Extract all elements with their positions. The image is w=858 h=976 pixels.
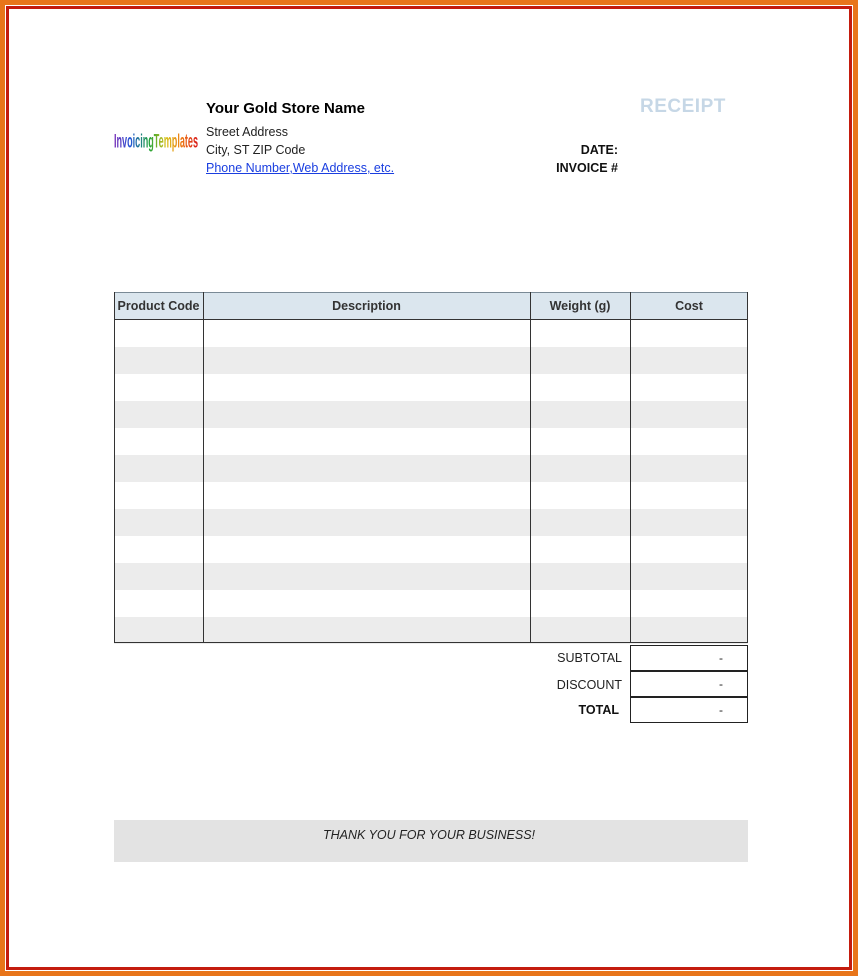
column-divider <box>114 292 115 643</box>
table-row[interactable] <box>114 374 748 401</box>
column-divider <box>530 292 531 643</box>
invoicing-templates-logo <box>113 122 201 154</box>
table-row[interactable] <box>114 428 748 455</box>
table-row[interactable] <box>114 563 748 590</box>
table-bottom-border <box>114 642 748 643</box>
table-header <box>114 292 748 319</box>
column-divider <box>203 292 204 643</box>
subtotal-value: - <box>719 651 723 665</box>
contact-link[interactable]: Phone Number,Web Address, etc. <box>206 161 395 175</box>
header-divider <box>114 319 748 320</box>
receipt-title: RECEIPT <box>640 96 726 117</box>
city-state-zip: City, ST ZIP Code <box>206 143 306 157</box>
table-row[interactable] <box>114 347 748 374</box>
discount-field[interactable] <box>630 671 748 697</box>
column-header-description: Description <box>332 299 401 313</box>
table-row[interactable] <box>114 536 748 563</box>
date-label: DATE: <box>580 143 618 157</box>
column-divider <box>630 292 631 643</box>
total-field[interactable] <box>630 697 748 723</box>
subtotal-field[interactable] <box>630 645 748 671</box>
table-row[interactable] <box>114 320 748 347</box>
column-header-weight: Weight (g) <box>549 299 611 313</box>
subtotal-label: SUBTOTAL <box>557 651 622 665</box>
street-address: Street Address <box>206 125 288 139</box>
discount-value: - <box>719 677 723 691</box>
table-row[interactable] <box>114 482 748 509</box>
column-header-product-code: Product Code <box>117 299 200 313</box>
logo-text: InvoicingTemplates <box>114 129 198 152</box>
items-table <box>114 292 748 643</box>
table-row[interactable] <box>114 590 748 617</box>
column-header-cost: Cost <box>675 299 703 313</box>
table-row[interactable] <box>114 401 748 428</box>
thank-you-message: THANK YOU FOR YOUR BUSINESS! <box>322 828 536 842</box>
store-name: Your Gold Store Name <box>206 100 365 117</box>
total-label: TOTAL <box>578 703 619 717</box>
table-row[interactable] <box>114 509 748 536</box>
table-row[interactable] <box>114 617 748 644</box>
thank-you-banner <box>114 820 748 862</box>
table-row[interactable] <box>114 455 748 482</box>
total-value: - <box>719 703 723 717</box>
invoice-number-label: INVOICE # <box>556 161 618 175</box>
column-divider <box>747 292 748 643</box>
discount-label: DISCOUNT <box>556 678 622 692</box>
